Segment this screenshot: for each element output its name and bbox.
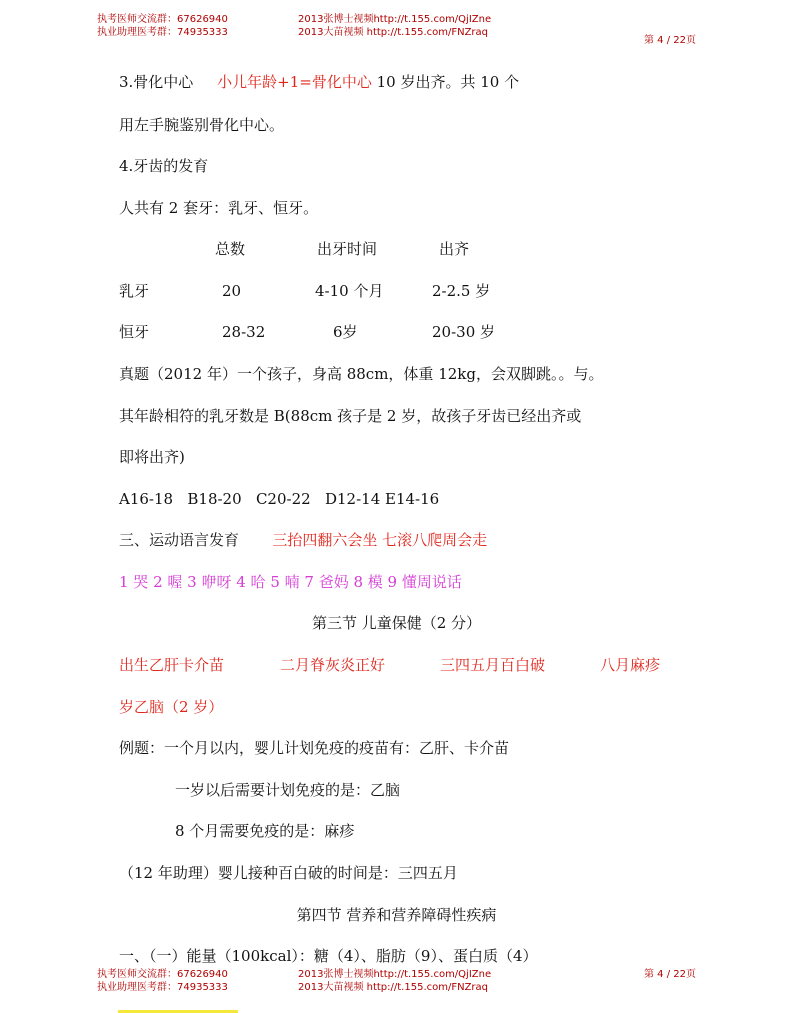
header-group-info bbox=[97, 13, 228, 39]
table-row-name: 恒牙 bbox=[119, 323, 150, 341]
line-exam-answer: 其年龄相符的乳牙数是 B(88cm 孩子是 2 岁，故孩子牙齿已经出齐或 bbox=[119, 407, 582, 425]
line-exam-options: A16-18 B18-20 C20-22 D12-14 E14-16 bbox=[119, 490, 440, 508]
line-example-4: （12 年助理）婴儿接种百白破的时间是：三四五月 bbox=[119, 864, 458, 882]
line-exam-question: 真题（2012 年）一个孩子，身高 88cm，体重 12kg，会双脚跳。。与。 bbox=[119, 365, 604, 383]
header-video-links bbox=[298, 13, 491, 39]
line-motor-language bbox=[119, 530, 487, 550]
line-energy: 一、（一）能量（100kcal）：糖（4）、脂肪（9）、蛋白质（4） bbox=[119, 947, 538, 965]
line-wrist: 用左手腕鉴别骨化中心。 bbox=[119, 116, 285, 134]
table-row-time: 4-10 个月 bbox=[315, 282, 384, 300]
line-language-mnemonic: 1 哭 2 喔 3 咿呀 4 哈 5 喃 7 爸妈 8 模 9 懂周说话 bbox=[119, 573, 462, 591]
table-header-total: 总数 bbox=[215, 240, 246, 258]
line-example-3: 8 个月需要免疫的是：麻疹 bbox=[175, 822, 355, 840]
text-vaccine-4: 八月麻疹 bbox=[600, 656, 661, 674]
footer-link-2[interactable]: 2013大苗视频 http://t.155.com/FNZraq bbox=[298, 982, 489, 993]
text-motor-mnemonic: 三抬四翻六会坐 七滚八爬周会走 bbox=[272, 531, 488, 549]
table-row-total: 28-32 bbox=[222, 323, 266, 341]
section-title-nutrition: 第四节 营养和营养障碍性疾病 bbox=[296, 906, 497, 924]
footer-group-info bbox=[97, 968, 228, 994]
line-example-1: 例题：一个月以内，婴儿计划免疫的疫苗有：乙肝、卡介苗 bbox=[119, 739, 510, 757]
footer-page-number: 第 4 / 22页 bbox=[644, 969, 696, 980]
header-link-1[interactable]: 2013张博士视频http://t.155.com/QjIZne bbox=[298, 14, 492, 25]
table-header-done: 出齐 bbox=[439, 240, 470, 258]
footer-link-1[interactable]: 2013张博士视频http://t.155.com/QjIZne bbox=[298, 969, 492, 980]
header-page-number: 第 4 / 22页 bbox=[644, 35, 696, 46]
section-title-child-care: 第三节 儿童保健（2 分） bbox=[311, 614, 482, 632]
text-vaccine-1: 出生乙肝卡介苗 bbox=[119, 656, 225, 674]
table-row-time: 6岁 bbox=[333, 323, 358, 341]
text-vaccine-2: 二月脊灰炎正好 bbox=[280, 656, 386, 674]
line-example-2: 一岁以后需要计划免疫的是：乙脑 bbox=[175, 781, 401, 799]
line-teeth-sets: 人共有 2 套牙：乳牙、恒牙。 bbox=[119, 199, 319, 217]
header-group-2: 执业助理医考群：74935333 bbox=[97, 27, 228, 38]
line-exam-answer-cont: 即将出齐) bbox=[119, 448, 185, 466]
line-teeth-title: 4.牙齿的发育 bbox=[119, 157, 209, 175]
footer-video-links bbox=[298, 968, 491, 994]
line-vaccine-cont: 岁乙脑（2 岁） bbox=[119, 698, 224, 716]
text-ossification-title: 3.骨化中心 bbox=[119, 73, 194, 91]
table-header-time: 出牙时间 bbox=[317, 240, 378, 258]
text-ossification-formula: 小儿年龄+1=骨化中心 bbox=[217, 73, 372, 91]
text-vaccine-3: 三四五月百白破 bbox=[440, 656, 546, 674]
line-ossification bbox=[119, 72, 519, 92]
table-row-name: 乳牙 bbox=[119, 282, 150, 300]
header-group-1: 执考医师交流群：67626940 bbox=[97, 14, 228, 25]
table-row-done: 20-30 岁 bbox=[432, 323, 496, 341]
header-link-2[interactable]: 2013大苗视频 http://t.155.com/FNZraq bbox=[298, 27, 489, 38]
table-row-total: 20 bbox=[222, 282, 242, 300]
footer-group-1: 执考医师交流群：67626940 bbox=[97, 969, 228, 980]
text-motor-title: 三、运动语言发育 bbox=[119, 531, 240, 549]
footer-group-2: 执业助理医考群：74935333 bbox=[97, 982, 228, 993]
table-row-done: 2-2.5 岁 bbox=[432, 282, 491, 300]
text-ossification-note: 10 岁出齐。共 10 个 bbox=[376, 73, 520, 91]
line-vaccine-mnemonic bbox=[119, 655, 224, 675]
